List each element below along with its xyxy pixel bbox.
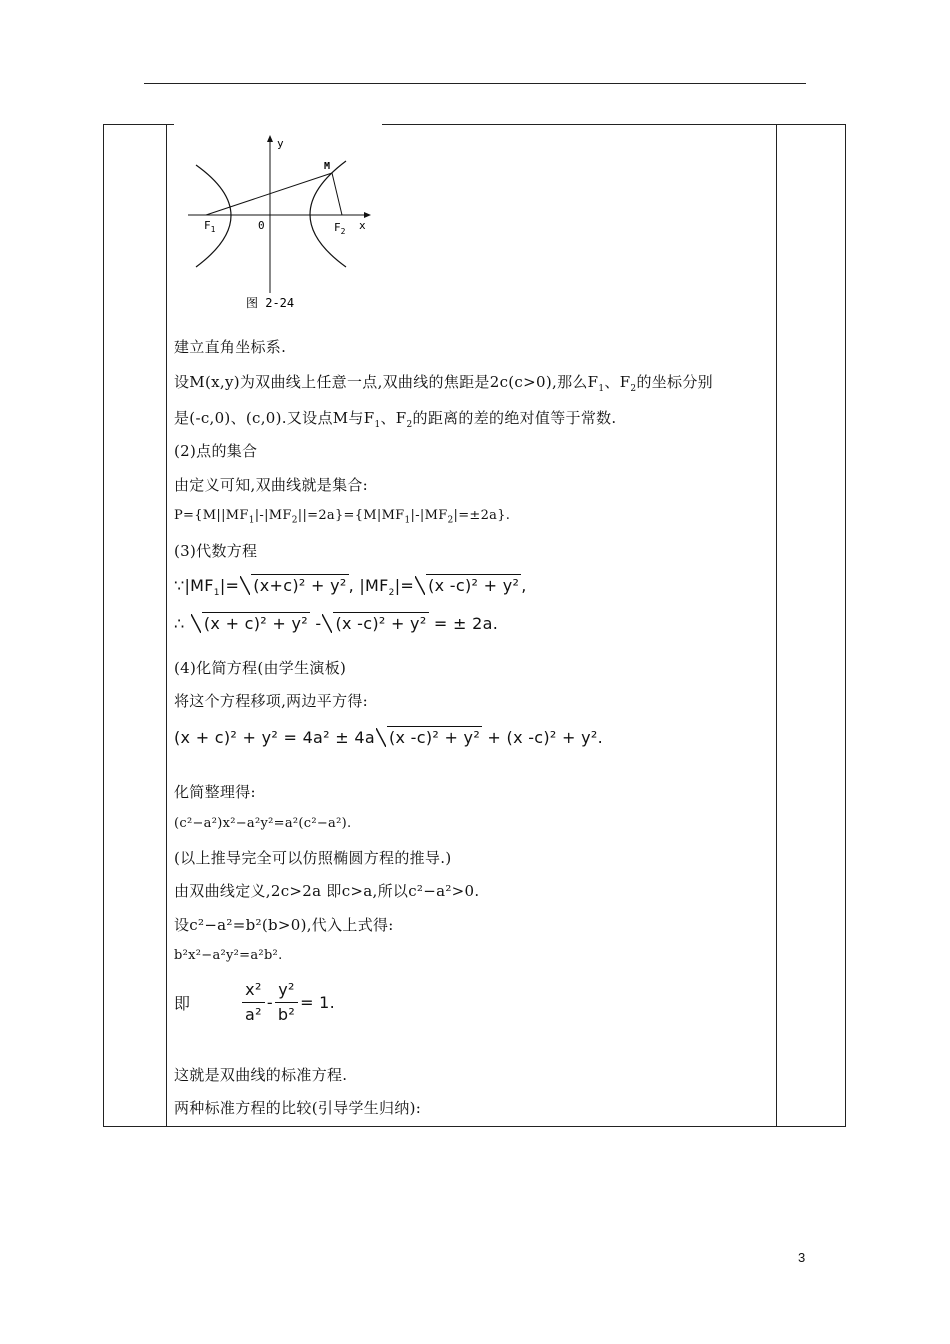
text-line-13: 由双曲线定义,2c>2a 即c>a,所以c²−a²>0. [174,882,480,900]
hyperbola-figure [184,133,374,313]
m-label: M [324,161,331,172]
right-branch [310,161,346,267]
text-line-11: (c²−a²)x²−a²y²=a²(c²−a²). [174,816,352,831]
text-line-2: 设M(x,y)为双曲线上任意一点,双曲线的焦距是2c(c>0),那么$F_1$、$F_2$的坐标分别 [174,373,713,394]
f2-label: $F_2$ [334,221,346,236]
figure-caption: 图 2-24 [246,296,295,310]
origin-label: 0 [258,219,265,232]
text-line-16: 这就是双曲线的标准方程. [174,1066,348,1084]
text-line-8: (4)化简方程(由学生演板) [174,659,347,677]
right-column-border [776,125,777,1126]
distance-equation: $\because|MF_1|= (x+c)^2 + y^2$ , $|MF_2|= (x$ -c)² + y² , [174,576,527,599]
header-rule [144,83,806,84]
text-line-1: 建立直角坐标系. [174,338,287,356]
y-fraction: $\frac{\text{y²}}{\text{b²}}$ [275,980,298,1025]
text-line-15: b²x²−a²y²=a²b². [174,948,283,963]
standard-equation: 即 $\frac{\text{x²}}{\text{a²}}$ - $\frac{\text{y²}}{\text{b²}}$ = 1. [174,980,336,1024]
left-branch [196,165,231,267]
text-line-5: 由定义可知,双曲线就是集合: [174,476,369,494]
ji-label: 即 [174,994,191,1013]
left-column-border [166,125,167,1126]
difference-equation: ∴ (x + c)² + y² - (x -c)² + y² = ± 2a. [174,614,499,633]
text-line-7: (3)代数方程 [174,542,258,560]
set-definition: $P=\{M||MF_1|-|MF_2||=2a\}=\{M|MF_1|-|MF_2|=\pm 2a\}$. [174,508,511,526]
page-number: 3 [798,1250,806,1265]
x-label: x [359,219,366,232]
text-line-3: 是(-c,0)、(c,0).又设点M与$F_1$、$F_2$的距离的差的绝对值等于常数. [174,409,617,430]
x-fraction: $\frac{\text{x²}}{\text{a²}}$ [242,980,265,1025]
text-line-10: 化简整理得: [174,783,256,801]
figure-top-gap [174,123,382,127]
x-axis-arrow [364,212,371,218]
text-line-14: 设c²−a²=b²(b>0),代入上式得: [174,916,394,934]
text-line-12: (以上推导完全可以仿照椭圆方程的推导.) [174,849,452,867]
text-line-9: 将这个方程移项,两边平方得: [174,692,369,710]
squared-equation: (x + c)² + y² = 4a² ± 4a (x -c)² + y² + (x -c)² + y². [174,728,603,747]
y-axis-arrow [267,135,273,142]
text-line-17: 两种标准方程的比较(引导学生归纳): [174,1099,422,1117]
y-label: y [277,137,284,150]
segment-mf2 [332,173,342,215]
text-line-4: (2)点的集合 [174,442,258,460]
f1-label: $F_1$ [204,219,216,234]
